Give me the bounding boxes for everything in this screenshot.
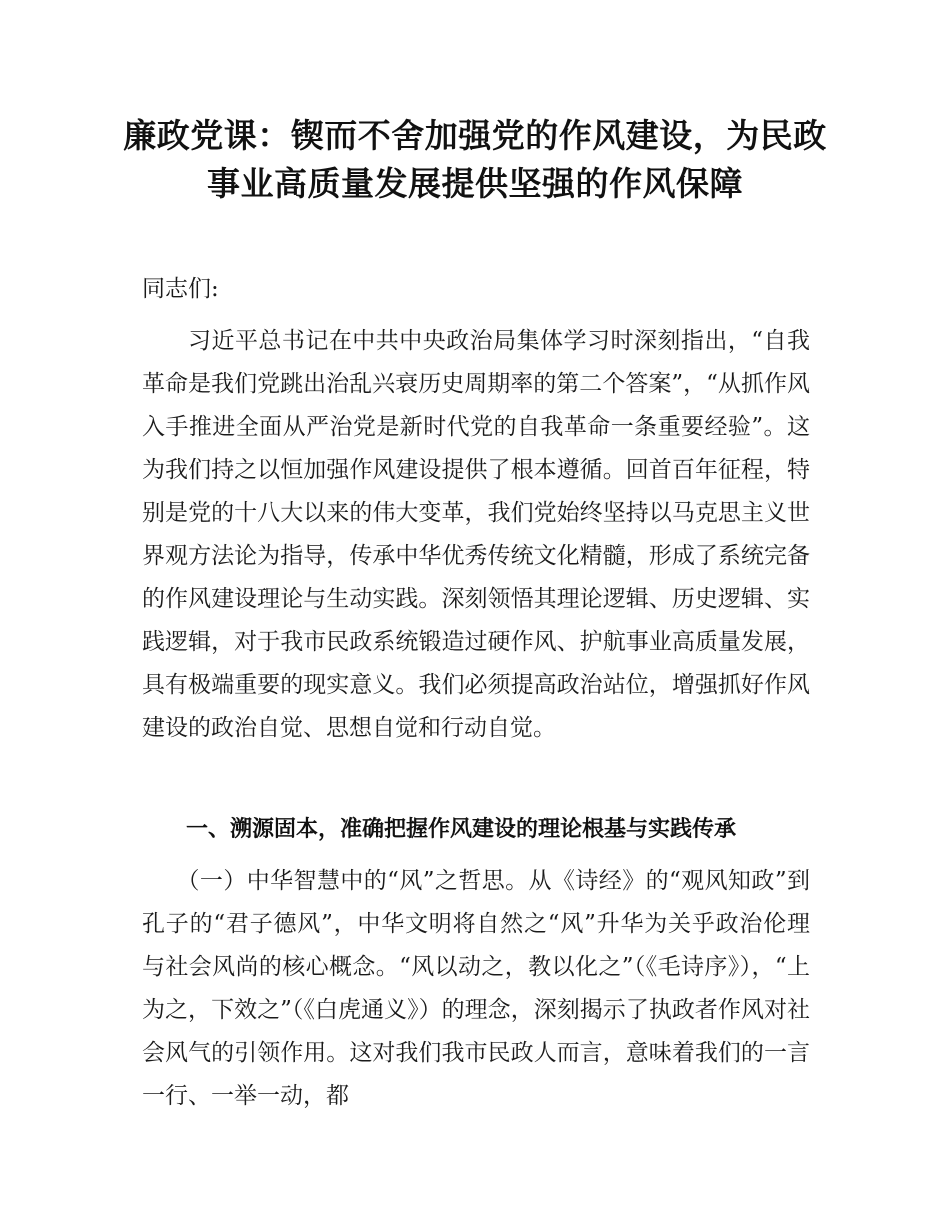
salutation: 同志们: xyxy=(142,276,219,302)
document-title: 廉政党课：锲而不舍加强党的作风建设，为民政事业高质量发展提供坚强的作风保障 xyxy=(123,116,827,203)
section-heading-1: 一、溯源固本，准确把握作风建设的理论根基与实践传承 xyxy=(186,817,737,842)
body-paragraph-section-1-1: （一）中华智慧中的“风”之哲思。从《诗经》的“观风知政”到孔子的“君子德风”，中华文明将自然之“风”升华为关乎政治伦理与社会风尚的核心概念。“风以动之，教以化之”（《毛诗序》），“上为之，下效之”（《白虎通义》）的理念，深刻揭示了执政者作风对社会风气的引领作用。这对我们我市民政人而言，意味着我们的一言一行、一举一动，都 xyxy=(142,868,810,1109)
body-paragraph-intro: 习近平总书记在中共中央政治局集体学习时深刻指出，“自我革命是我们党跳出治乱兴衰历史周期率的第二个答案”，“从抓作风入手推进全面从严治党是新时代党的自我革命一条重要经验”。这为我们持之以恒加强作风建设提供了根本遵循。回首百年征程，特别是党的十八大以来的伟大变革，我们党始终坚持以马克思主义世界观方法论为指导，传承中华优秀传统文化精髓，形成了系统完备的作风建设理论与生动实践。深刻领悟其理论逻辑、历史逻辑、实践逻辑，对于我市民政系统锻造过硬作风、护航事业高质量发展，具有极端重要的现实意义。我们必须提高政治站位，增强抓好作风建设的政治自觉、思想自觉和行动自觉。 xyxy=(142,328,810,741)
